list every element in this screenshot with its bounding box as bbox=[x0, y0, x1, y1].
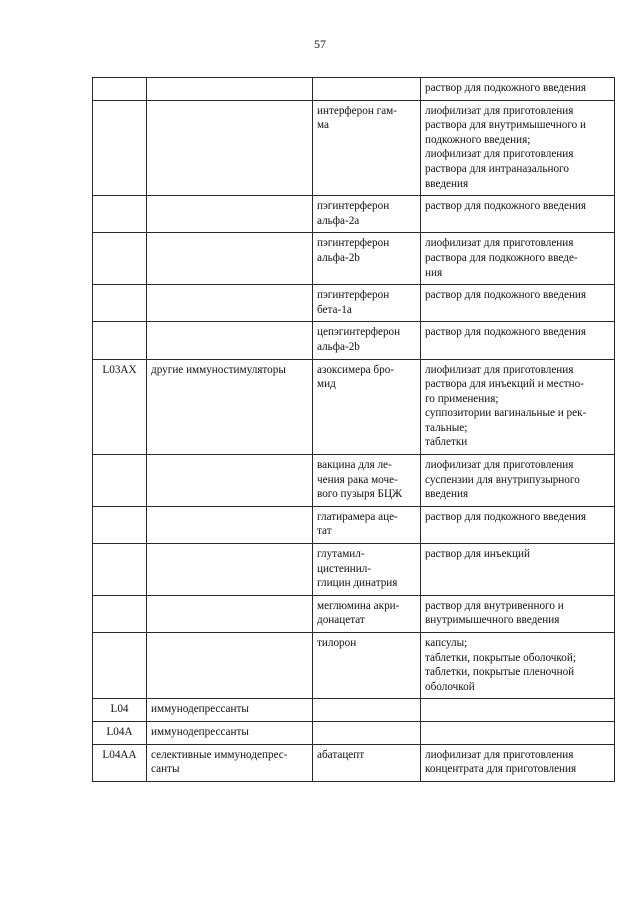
table-row bbox=[93, 322, 615, 359]
drug-name-line: донацетат bbox=[317, 614, 365, 627]
dosage-form-line: суппозитории вагинальные и рек- bbox=[425, 407, 587, 420]
dosage-form-cell bbox=[421, 322, 615, 359]
dosage-form-line: раствора для подкожного введе- bbox=[425, 251, 578, 264]
drug-name-line: мид bbox=[317, 378, 336, 391]
dosage-form-line: раствор для инъекций bbox=[425, 548, 530, 561]
dosage-form-cell bbox=[421, 744, 615, 781]
dosage-form-line: лиофилизат для приготовления bbox=[425, 237, 574, 250]
drug-name-cell bbox=[313, 285, 421, 322]
dosage-form-cell bbox=[421, 196, 615, 233]
group-name-cell bbox=[147, 544, 313, 596]
atc-code-cell bbox=[93, 322, 147, 359]
atc-code-cell bbox=[93, 78, 147, 101]
dosage-form-line: раствор для подкожного введения bbox=[425, 82, 587, 94]
table-row bbox=[93, 633, 615, 699]
dosage-form-line: лиофилизат для приготовления bbox=[425, 104, 574, 117]
group-name-cell: иммунодепрессанты bbox=[147, 721, 313, 744]
drug-name-cell bbox=[313, 699, 421, 722]
drug-name-cell bbox=[313, 359, 421, 455]
drug-name-line: альфа-2b bbox=[317, 340, 360, 353]
drug-name-line: чения рака моче- bbox=[317, 473, 398, 486]
group-name-cell bbox=[147, 100, 313, 196]
drug-name-cell bbox=[313, 595, 421, 632]
table-row bbox=[93, 196, 615, 233]
group-name-cell: другие иммуностимуляторы bbox=[147, 359, 313, 455]
table-row bbox=[93, 744, 615, 781]
table-body bbox=[93, 78, 615, 782]
atc-code-cell bbox=[93, 544, 147, 596]
drug-name-line: интерферон гам- bbox=[317, 104, 397, 117]
drug-name-line: тат bbox=[317, 525, 332, 538]
drug-name-line: глицин динатрия bbox=[317, 577, 398, 590]
dosage-form-cell bbox=[421, 506, 615, 543]
dosage-form-line: таблетки bbox=[425, 436, 468, 449]
group-name-cell bbox=[147, 285, 313, 322]
dosage-form-line: суспензии для внутрипузырного bbox=[425, 473, 580, 486]
dosage-form-line: концентрата для приготовления bbox=[425, 763, 577, 776]
table-row bbox=[93, 699, 615, 722]
dosage-form-cell bbox=[421, 721, 615, 744]
drug-name-line: пэгинтерферон bbox=[317, 289, 390, 302]
dosage-form-cell bbox=[421, 233, 615, 285]
drug-name-cell bbox=[313, 78, 421, 101]
medication-table bbox=[92, 77, 615, 782]
table-row bbox=[93, 233, 615, 285]
atc-code-cell bbox=[93, 100, 147, 196]
atc-code-cell bbox=[93, 196, 147, 233]
drug-name-cell bbox=[313, 196, 421, 233]
drug-name-line: ма bbox=[317, 119, 329, 132]
dosage-form-line: введения bbox=[425, 488, 469, 501]
dosage-form-line: лиофилизат для приготовления bbox=[425, 748, 574, 761]
table-row bbox=[93, 595, 615, 632]
atc-code-cell: L04A bbox=[93, 721, 147, 744]
drug-name-line: альфа-2b bbox=[317, 251, 360, 264]
drug-name-cell bbox=[313, 233, 421, 285]
dosage-form-cell bbox=[421, 699, 615, 722]
table-row bbox=[93, 100, 615, 196]
atc-code-cell: L03AX bbox=[93, 359, 147, 455]
drug-name-line: альфа-2a bbox=[317, 214, 360, 227]
drug-name-cell bbox=[313, 744, 421, 781]
drug-name-line: бета-1a bbox=[317, 303, 352, 316]
dosage-form-line: капсулы; bbox=[425, 637, 468, 649]
dosage-form-line: раствор для подкожного введения bbox=[425, 510, 587, 523]
dosage-form-line: раствора для интраназального bbox=[425, 162, 569, 175]
drug-name-line: азоксимера бро- bbox=[317, 363, 395, 376]
atc-code-cell bbox=[93, 633, 147, 699]
group-name-cell bbox=[147, 78, 313, 101]
dosage-form-line: го применения; bbox=[425, 392, 499, 405]
dosage-form-cell bbox=[421, 100, 615, 196]
dosage-form-line: лиофилизат для приготовления bbox=[425, 148, 574, 161]
dosage-form-line: раствора для инъекций и местно- bbox=[425, 378, 584, 391]
dosage-form-line: раствор для подкожного введения bbox=[425, 326, 587, 339]
drug-name-line: абатацепт bbox=[317, 748, 365, 761]
atc-code-cell bbox=[93, 595, 147, 632]
group-name-cell: селективные иммунодепрес- санты bbox=[147, 744, 313, 781]
drug-name-line: вого пузыря БЦЖ bbox=[317, 488, 403, 501]
table-row bbox=[93, 544, 615, 596]
dosage-form-line: таблетки, покрытые пленочной bbox=[425, 666, 575, 679]
dosage-form-line: оболочкой bbox=[425, 680, 475, 693]
atc-code-cell bbox=[93, 455, 147, 507]
group-name-cell bbox=[147, 633, 313, 699]
dosage-form-line: внутримышечного введения bbox=[425, 614, 560, 627]
drug-name-line: вакцина для ле- bbox=[317, 459, 392, 472]
atc-code-cell: L04AA bbox=[93, 744, 147, 781]
drug-name-line: тилорон bbox=[317, 637, 357, 649]
atc-code-cell: L04 bbox=[93, 699, 147, 722]
group-name-cell bbox=[147, 322, 313, 359]
dosage-form-line: лиофилизат для приготовления bbox=[425, 363, 574, 376]
drug-name-cell bbox=[313, 455, 421, 507]
atc-code-cell bbox=[93, 233, 147, 285]
dosage-form-line: подкожного введения; bbox=[425, 133, 531, 146]
drug-name-line: цепэгинтерферон bbox=[317, 326, 401, 339]
dosage-form-line: ния bbox=[425, 266, 443, 279]
table-row bbox=[93, 506, 615, 543]
table-row bbox=[93, 359, 615, 455]
dosage-form-cell bbox=[421, 78, 615, 101]
dosage-form-cell bbox=[421, 595, 615, 632]
drug-name-cell bbox=[313, 721, 421, 744]
dosage-form-line: лиофилизат для приготовления bbox=[425, 459, 574, 472]
atc-code-cell bbox=[93, 285, 147, 322]
group-name-cell bbox=[147, 455, 313, 507]
page-number: 57 bbox=[314, 37, 326, 51]
dosage-form-line: раствор для подкожного введения bbox=[425, 200, 587, 213]
drug-name-line: пэгинтерферон bbox=[317, 237, 390, 250]
table-row bbox=[93, 285, 615, 322]
drug-name-line: цистеинил- bbox=[317, 562, 372, 575]
drug-name-cell bbox=[313, 544, 421, 596]
table-row bbox=[93, 721, 615, 744]
drug-name-line: меглюмина акри- bbox=[317, 599, 400, 612]
group-name-cell bbox=[147, 196, 313, 233]
group-name-cell bbox=[147, 233, 313, 285]
drug-name-cell bbox=[313, 100, 421, 196]
drug-name-cell bbox=[313, 506, 421, 543]
dosage-form-cell bbox=[421, 633, 615, 699]
dosage-form-cell bbox=[421, 285, 615, 322]
group-name-cell bbox=[147, 595, 313, 632]
dosage-form-line: введения bbox=[425, 177, 469, 190]
dosage-form-cell bbox=[421, 359, 615, 455]
dosage-form-line: раствор для подкожного введения bbox=[425, 289, 587, 302]
atc-code-cell bbox=[93, 506, 147, 543]
drug-name-line: пэгинтерферон bbox=[317, 200, 390, 213]
dosage-form-cell bbox=[421, 544, 615, 596]
drug-name-cell bbox=[313, 633, 421, 699]
group-name-cell: иммунодепрессанты bbox=[147, 699, 313, 722]
dosage-form-cell bbox=[421, 455, 615, 507]
drug-name-cell bbox=[313, 322, 421, 359]
table-row bbox=[93, 455, 615, 507]
table-row bbox=[93, 78, 615, 101]
dosage-form-line: таблетки, покрытые оболочкой; bbox=[425, 651, 576, 664]
group-name-cell bbox=[147, 506, 313, 543]
drug-name-line: глутамил- bbox=[317, 548, 365, 561]
drug-name-line: глатирамера аце- bbox=[317, 510, 398, 523]
dosage-form-line: раствор для внутривенного и bbox=[425, 599, 564, 612]
dosage-form-line: раствора для внутримышечного и bbox=[425, 119, 587, 132]
dosage-form-line: тальные; bbox=[425, 421, 468, 434]
